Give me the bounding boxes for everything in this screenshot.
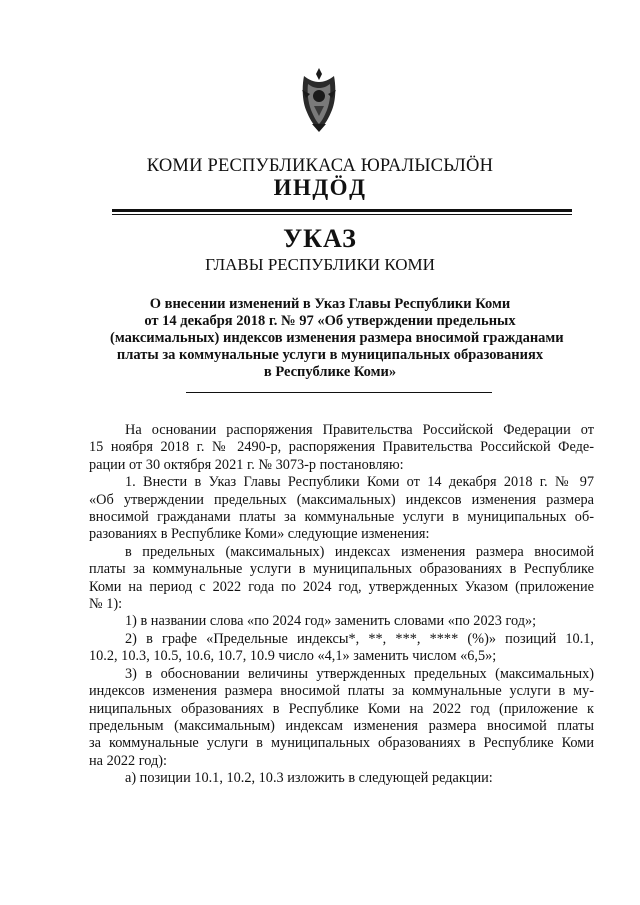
body-line: предельным (максимальным) индексам изменения размера вносимой платы: [89, 717, 594, 734]
body-line: на 2022 год):: [89, 752, 167, 769]
body-line: На основании распоряжения Правительства Российской Федерации от: [125, 422, 594, 438]
body-line: индексов изменения размера вносимой платы за коммунальные услуги в му-: [89, 683, 594, 700]
body-line: 1) в названии слова «по 2024 год» заменить словами «по 2023 год»;: [125, 613, 537, 630]
body-line: платы за коммунальные услуги в муниципальных образованиях в Республике: [89, 561, 594, 578]
body-line: за коммунальные услуги в муниципальных образованиях в Республике Коми: [89, 735, 594, 752]
title-line: О внесении изменений в Указ Главы Республики Коми: [149, 296, 511, 312]
body-line: а) позиции 10.1, 10.2, 10.3 изложить в следующей редакции:: [125, 770, 493, 787]
document-body: [89, 422, 594, 788]
body-line: Коми на период с 2022 года по 2024 год, утвержденных Указом (приложение: [89, 578, 594, 595]
header-divider-thick: [112, 209, 572, 212]
body-line: № 1):: [89, 596, 123, 613]
body-line: 2) в графе «Предельные индексы*, **, ***, **** (%)» позиций 10.1,: [125, 630, 594, 647]
document-issuer: ГЛАВЫ РЕСПУБЛИКИ КОМИ: [205, 255, 435, 274]
title-line: в Республике Коми»: [263, 364, 397, 380]
body-line: 10.2, 10.3, 10.5, 10.6, 10.7, 10.9 число «4,1» заменить числом «6,5»;: [89, 648, 497, 665]
document-title: [110, 296, 564, 381]
body-line: разованиях в Республике Коми» следующие изменения:: [89, 526, 430, 543]
document-type: УКАЗ: [283, 224, 357, 253]
body-line: вносимой гражданами платы за коммунальные услуги в муниципальных об-: [89, 509, 594, 526]
header-divider-thin: [112, 214, 572, 215]
title-line: от 14 декабря 2018 г. № 97 «Об утверждении предельных: [144, 313, 516, 329]
body-line: рации от 30 октября 2021 г. № 3073-р постановляю:: [89, 456, 404, 473]
title-divider: [186, 392, 492, 393]
republic-name-komi: КОМИ РЕСПУБЛИКАСА ЮРАЛЫСЬЛӦН: [146, 156, 494, 176]
body-line: 15 ноября 2018 г. № 2490-р, распоряжения Правительства Российской Феде-: [89, 439, 594, 456]
title-line: платы за коммунальные услуги в муниципальных образованиях: [116, 347, 544, 363]
body-line: 1. Внести в Указ Главы Республики Коми от 14 декабря 2018 г. № 97: [125, 474, 594, 491]
body-line: ниципальных образованиях в Республике Коми на 2022 год (приложение к: [89, 700, 594, 717]
document-type-komi: ИНДӦД: [273, 175, 367, 200]
body-line: «Об утверждении предельных (максимальных) индексов изменения размера: [89, 491, 594, 508]
body-line: 3) в обосновании величины утвержденных предельных (максимальных): [125, 665, 594, 682]
title-line: (максимальных) индексов изменения размера вносимой гражданами: [110, 330, 564, 346]
coat-of-arms-emblem: [296, 66, 342, 134]
body-line: в предельных (максимальных) индексах изменения размера вносимой: [125, 543, 594, 560]
